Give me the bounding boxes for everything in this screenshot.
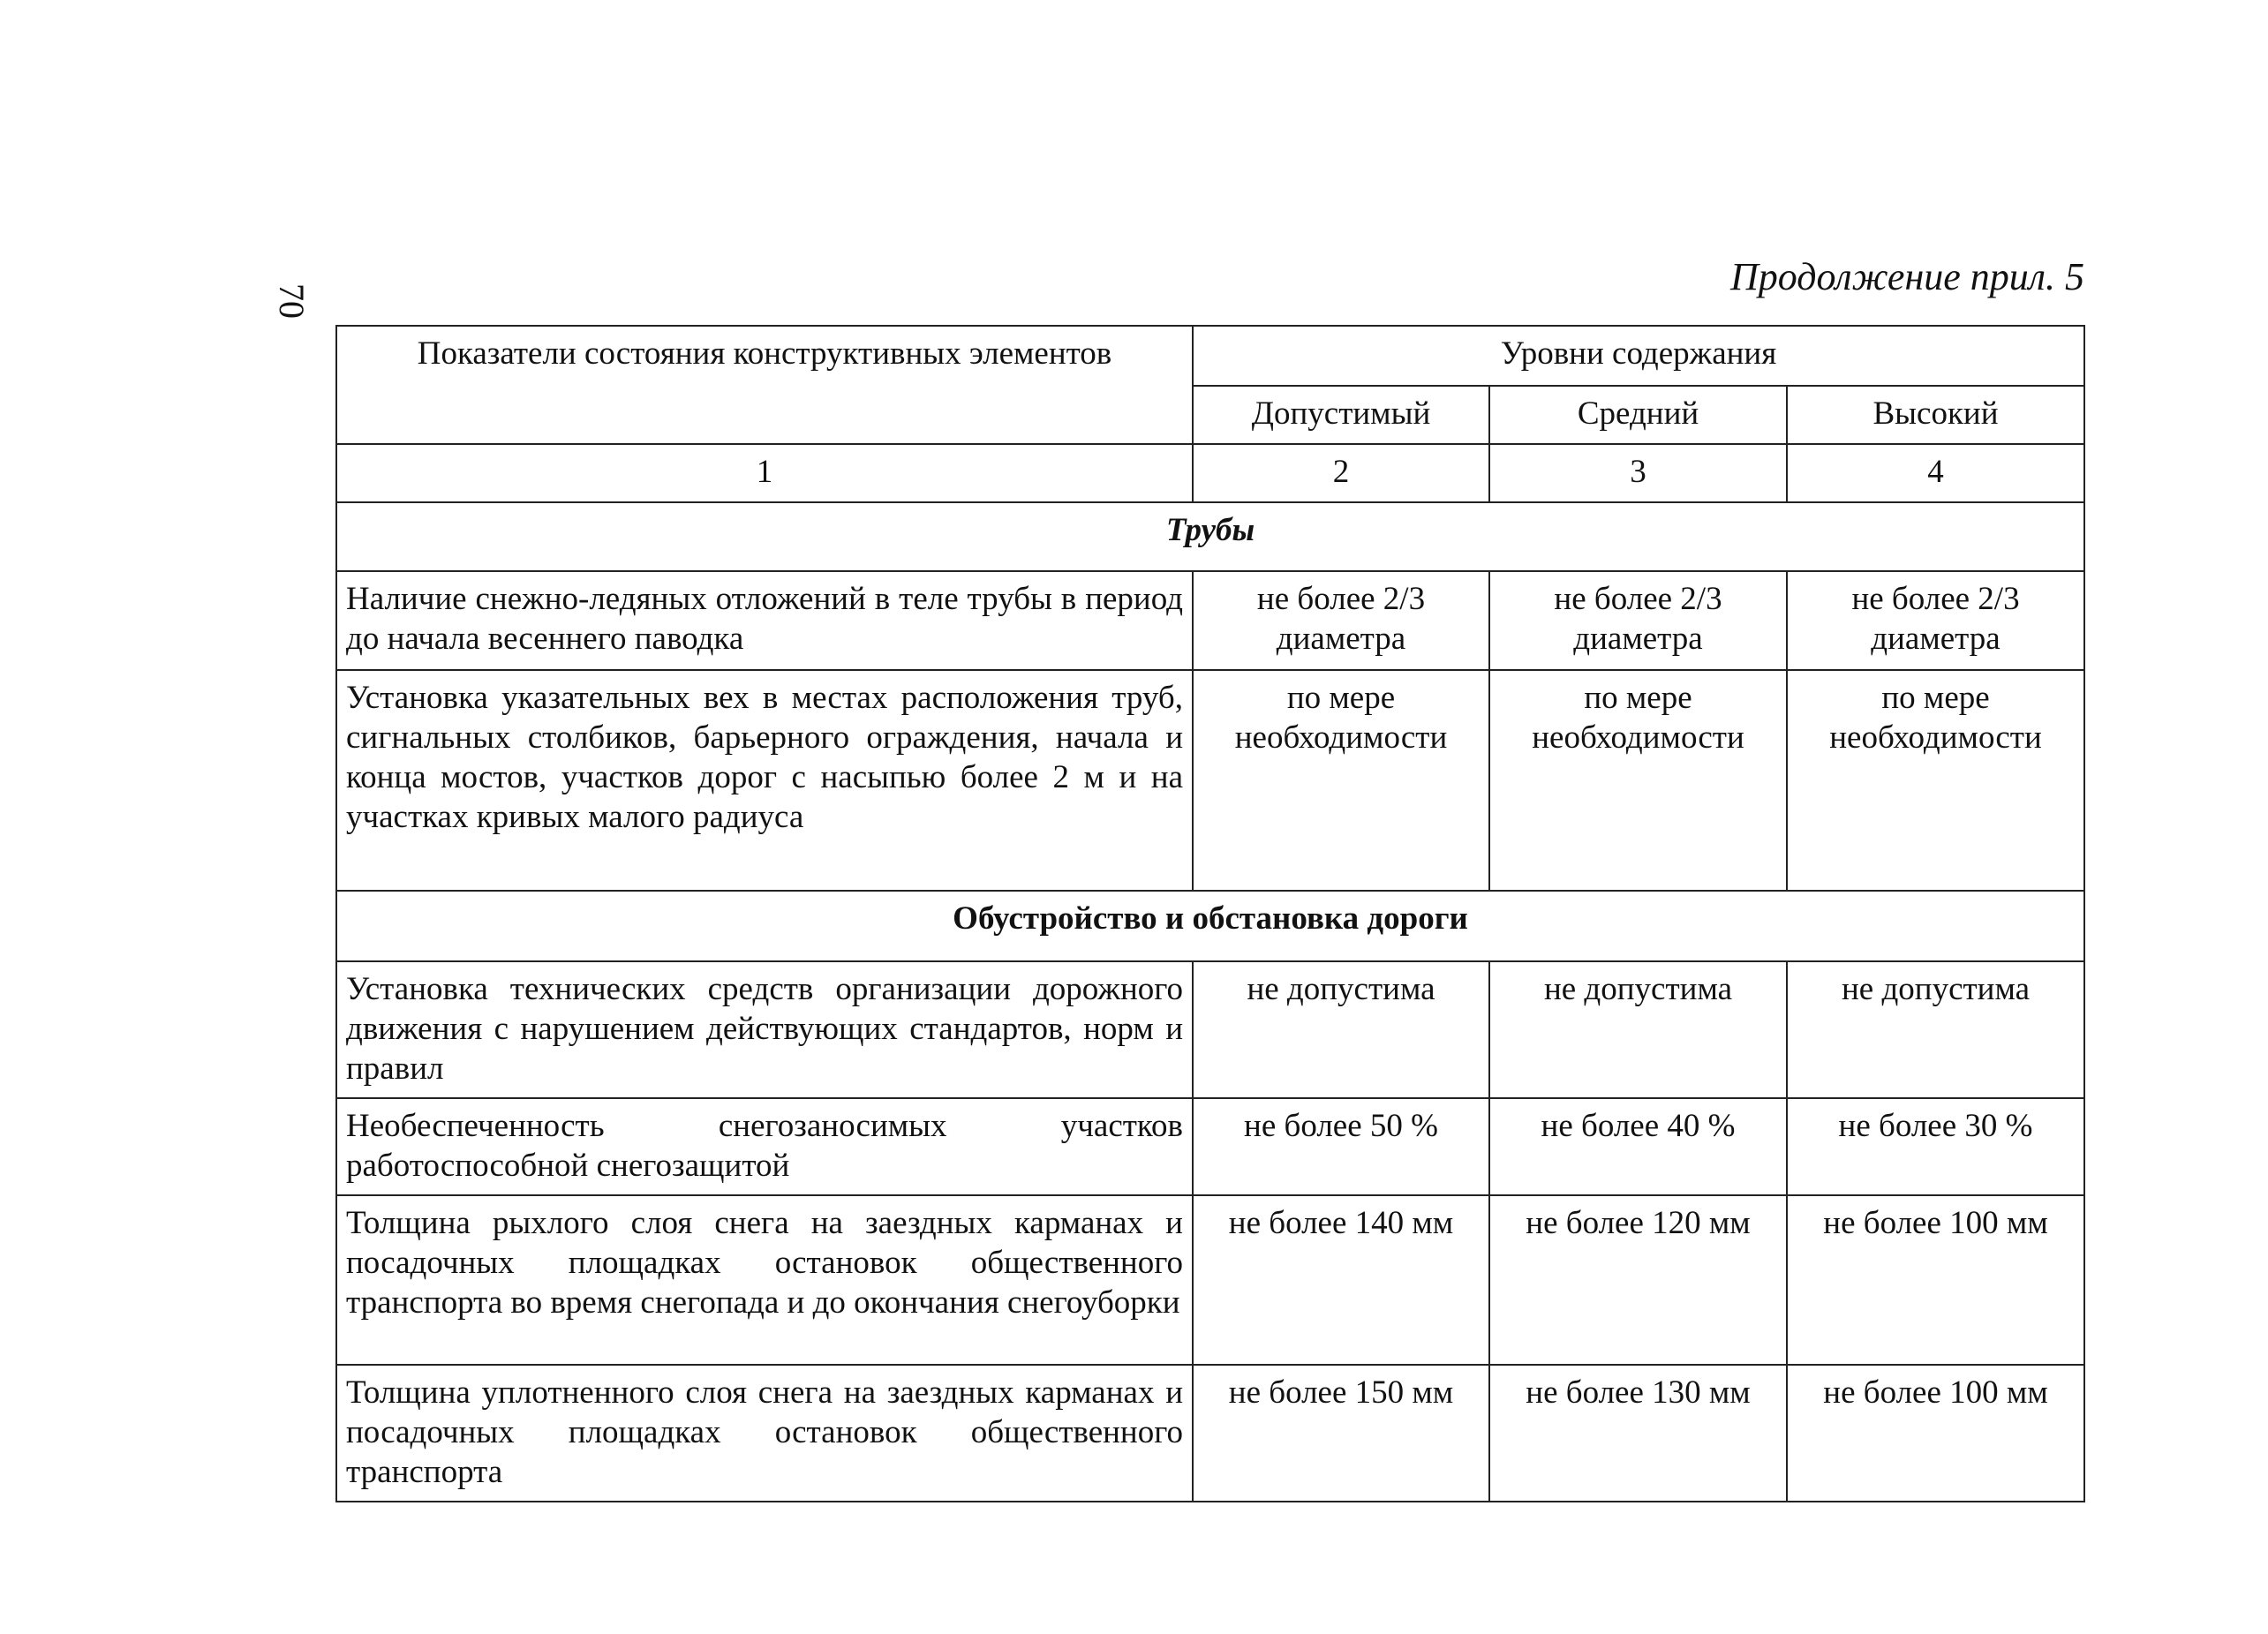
header-levels: Уровни содержания [1193, 326, 2084, 386]
value-cell: не более 50 % [1193, 1098, 1489, 1195]
indicator-cell: Толщина рыхлого слоя снега на заездных карманах и посадочных площадках остановок общественного транспорта во время снегопада и до окончания снегоуборки [336, 1195, 1193, 1365]
table-row [336, 1195, 2084, 1365]
column-number: 3 [1489, 444, 1787, 502]
indicator-cell: Установка технических средств организации дорожного движения с нарушением действующих стандартов, норм и правил [336, 961, 1193, 1098]
indicator-cell: Необеспеченность снегозаносимых участков работоспособной снегозащитой [336, 1098, 1193, 1195]
column-number: 1 [336, 444, 1193, 502]
value-cell: не более 2/3 диаметра [1787, 571, 2084, 670]
value-cell: не допустима [1787, 961, 2084, 1098]
indicator-cell: Установка указательных вех в местах расположения труб, сигнальных столбиков, барьерного ограждения, начала и конца мостов, участков дорог с насыпью более 2 м и на участках кривых малого радиуса [336, 670, 1193, 891]
indicator-cell: Толщина уплотненного слоя снега на заездных карманах и посадочных площадках остановок общественного транспорта [336, 1365, 1193, 1502]
section-row [336, 502, 2084, 571]
value-cell: не более 30 % [1787, 1098, 2084, 1195]
table-row [336, 1098, 2084, 1195]
value-cell: не более 2/3 диаметра [1489, 571, 1787, 670]
table-row [336, 961, 2084, 1098]
header-level-3: Высокий [1787, 386, 2084, 444]
column-number-row [336, 444, 2084, 502]
value-cell: не более 130 мм [1489, 1365, 1787, 1502]
value-cell: не допустима [1489, 961, 1787, 1098]
table-row [336, 670, 2084, 891]
header-row-top [336, 326, 2084, 386]
column-number: 2 [1193, 444, 1489, 502]
maintenance-levels-table [335, 325, 2085, 1502]
value-cell: не более 150 мм [1193, 1365, 1489, 1502]
continuation-heading: Продолжение прил. 5 [1730, 255, 2084, 298]
header-level-2: Средний [1489, 386, 1787, 444]
value-cell: по мере необходимости [1193, 670, 1489, 891]
header-indicator: Показатели состояния конструктивных элементов [336, 326, 1193, 444]
indicator-cell: Наличие снежно-ледяных отложений в теле трубы в период до начала весеннего паводка [336, 571, 1193, 670]
value-cell: не более 100 мм [1787, 1195, 2084, 1365]
section-title-pipes: Трубы [336, 502, 2084, 571]
value-cell: не более 2/3 диаметра [1193, 571, 1489, 670]
value-cell: по мере необходимости [1489, 670, 1787, 891]
value-cell: не более 120 мм [1489, 1195, 1787, 1365]
section-row [336, 891, 2084, 961]
page-number: 70 [272, 283, 312, 319]
header-level-1: Допустимый [1193, 386, 1489, 444]
value-cell: по мере необходимости [1787, 670, 2084, 891]
section-title-road-equipment: Обустройство и обстановка дороги [336, 891, 2084, 961]
value-cell: не более 40 % [1489, 1098, 1787, 1195]
value-cell: не более 100 мм [1787, 1365, 2084, 1502]
value-cell: не допустима [1193, 961, 1489, 1098]
value-cell: не более 140 мм [1193, 1195, 1489, 1365]
column-number: 4 [1787, 444, 2084, 502]
table-row [336, 1365, 2084, 1502]
table-row [336, 571, 2084, 670]
